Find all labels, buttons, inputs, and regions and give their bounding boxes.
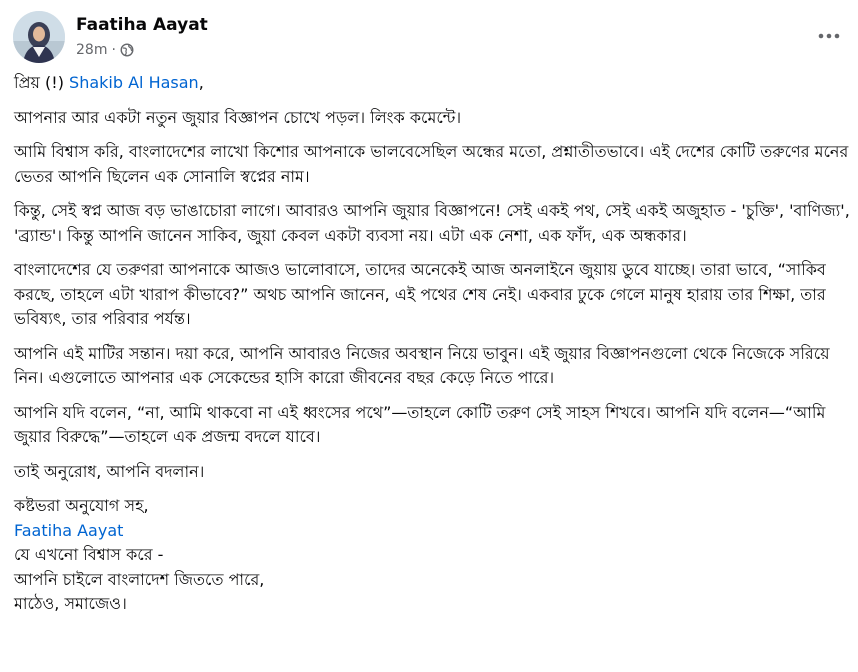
salutation — [14, 71, 852, 96]
paragraph-5: আপনি এই মাটির সন্তান। দয়া করে, আপনি আবারও নিজের অবস্থান নিয়ে ভাবুন। এই জুয়ার বিজ্ঞাপনগুলো থেকে নিজেকে সরিয়ে নিন। এগুলোতে আপনার এক সেকেন্ডের হাসি কারো জীবনের বছর কেড়ে নিতে পারে। — [14, 343, 830, 387]
post-meta — [76, 42, 134, 58]
post-time[interactable]: 28m — [76, 42, 108, 58]
avatar-image — [13, 11, 65, 63]
post-header — [13, 11, 844, 67]
paragraph-2: আমি বিশ্বাস করি, বাংলাদেশের লাখো কিশোর আপনাকে ভালবেসেছিল অন্ধের মতো, প্রশ্নাতীতভাবে। এই দেশের কোটি তরুণের মনের ভেতর আপনি ছিলেন এক সোনালি স্বপ্নের নাম। — [14, 142, 849, 186]
signature-block — [14, 494, 852, 617]
closing-line: কষ্টভরা অনুযোগ সহ, — [14, 496, 149, 515]
more-options-button[interactable] — [814, 23, 844, 49]
mention-shakib[interactable]: Shakib Al Hasan — [69, 73, 199, 92]
paragraph-3: কিন্তু, সেই স্বপ্ন আজ বড় ভাঙাচোরা লাগে। আবারও আপনি জুয়ার বিজ্ঞাপনে! সেই একই পথ, সেই একই অজুহাত - 'চুক্তি', 'বাণিজ্য', 'ব্র্যান্ড'। কিন্তু আপনি জানেন সাকিব, জুয়া কেবল একটা ব্যবসা নয়। এটা এক নেশা, এক ফাঁদ, এক অন্ধকার। — [14, 201, 850, 245]
post-body — [14, 71, 852, 627]
paragraph-7: তাই অনুরোধ, আপনি বদলান। — [14, 461, 205, 481]
author-avatar[interactable] — [13, 11, 65, 63]
signature-line-2: আপনি চাইলে বাংলাদেশ জিততে পারে, — [14, 569, 265, 589]
globe-icon[interactable] — [120, 43, 134, 57]
paragraph-1: আপনার আর একটা নতুন জুয়ার বিজ্ঞাপন চোখে পড়ল। লিংক কমেন্টে। — [14, 107, 462, 127]
mention-faatiha[interactable]: Faatiha Aayat — [14, 520, 124, 540]
signature-line-3: মাঠেও, সমাজেও। — [14, 594, 127, 613]
author-name[interactable]: Faatiha Aayat — [76, 15, 208, 35]
salutation-suffix: , — [198, 73, 204, 92]
paragraph-6: আপনি যদি বলেন, “না, আমি থাকবো না এই ধ্বংসের পথে”—তাহলে কোটি তরুণ সেই সাহস শিখবে। আপনি যদি বলেন—“আমি জুয়ার বিরুদ্ধে”—তাহলে এক প্রজন্ম বদলে যাবে। — [14, 402, 826, 446]
paragraph-4: বাংলাদেশের যে তরুণরা আপনাকে আজও ভালোবাসে, তাদের অনেকেই আজ অনলাইনে জুয়ায় ডুবে যাচ্ছে। তারা ভাবে, “সাকিব করছে, তাহলে এটা খারাপ কীভাবে?” অথচ আপনি জানেন, এই পথের শেষ নেই। একবার ঢুকে গেলে মানুষ হারায় তার শিক্ষা, তার ভবিষ্যৎ, তার পরিবার পর্যন্ত। — [14, 260, 826, 328]
signature-line-1: যে এখনো বিশ্বাস করে - — [14, 545, 164, 564]
salutation-prefix: প্রিয় (!) — [14, 73, 70, 92]
meta-separator: · — [111, 42, 116, 58]
more-dots-icon — [818, 33, 840, 39]
